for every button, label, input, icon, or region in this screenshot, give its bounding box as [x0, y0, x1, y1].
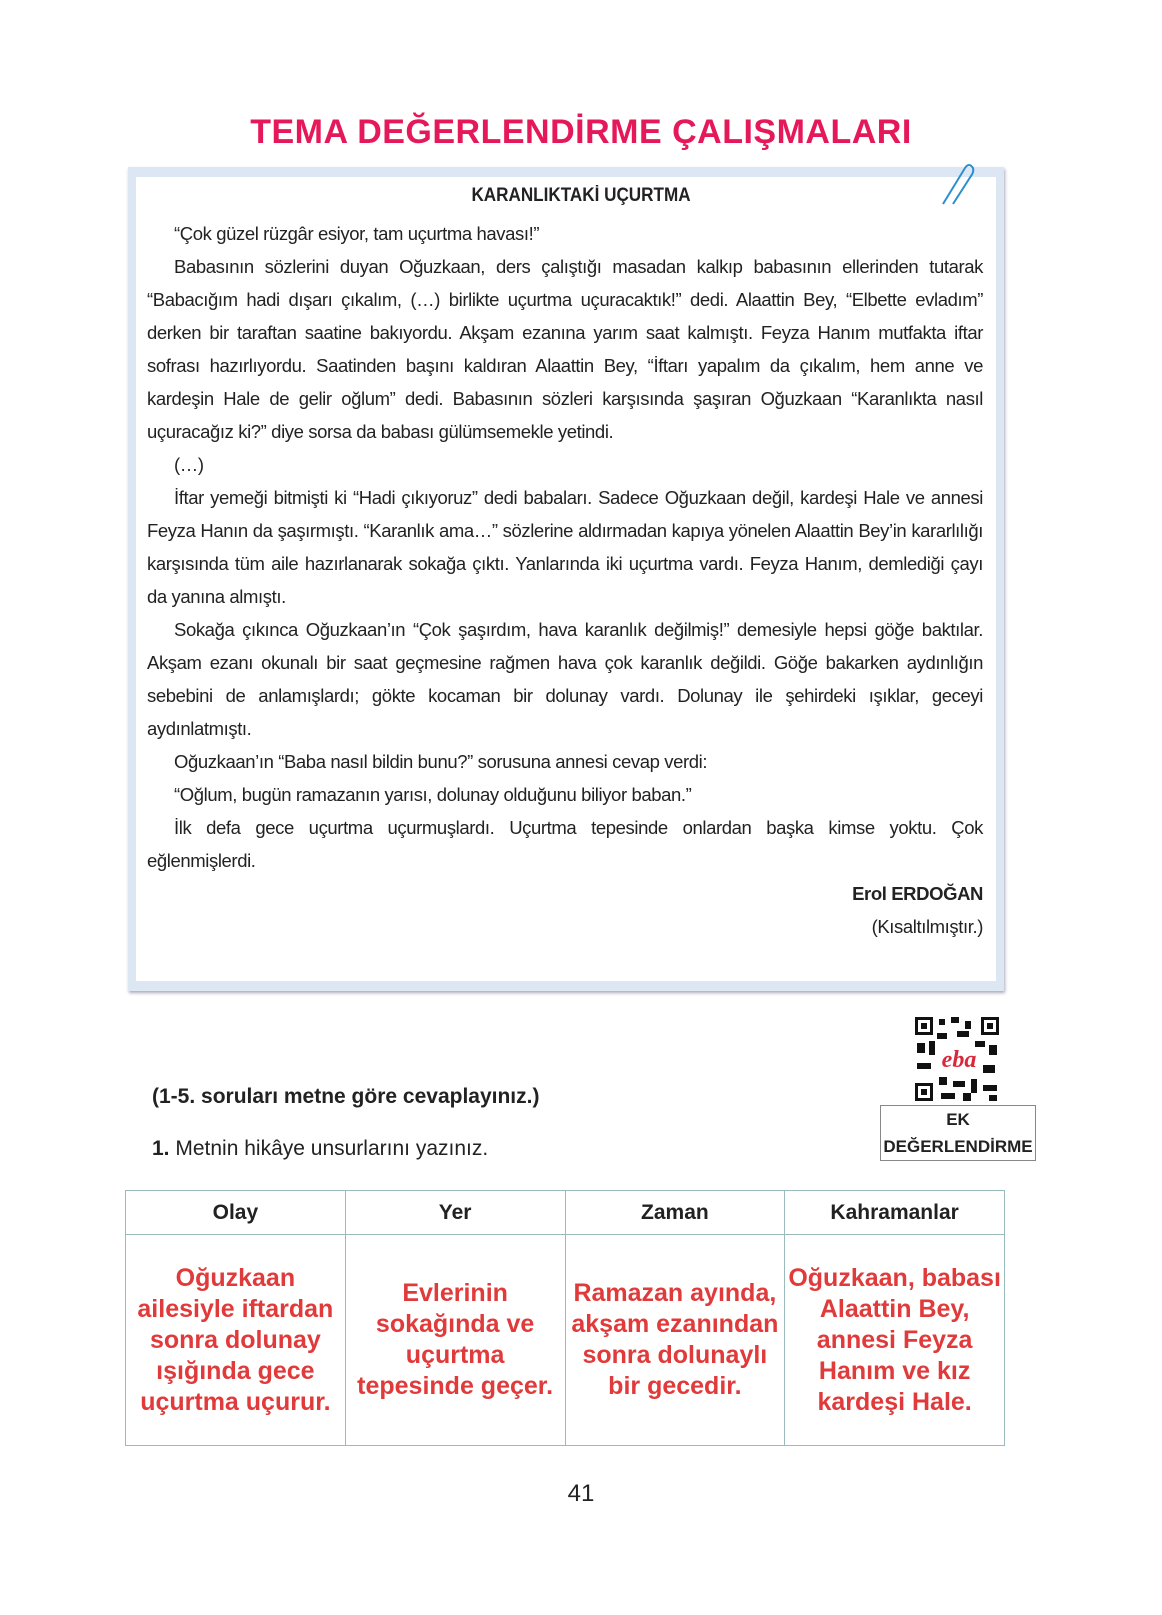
- story-elements-table: [125, 1190, 1005, 1446]
- ek-degerlendirme-label: [880, 1105, 1036, 1161]
- question-text: Metnin hikâye unsurlarını yazınız.: [175, 1137, 489, 1160]
- answer-olay[interactable]: Oğuzkaan ailesiyle iftardan sonra dolunay ışığında gece uçurtma uçurur.: [126, 1235, 346, 1446]
- page-title: TEMA DEĞERLENDİRME ÇALIŞMALARI: [250, 113, 912, 151]
- answer-yer[interactable]: Evlerinin sokağında ve uçurtma tepesinde geçer.: [345, 1235, 565, 1446]
- eba-logo: eba: [941, 1047, 977, 1073]
- paragraph: İftar yemeği bitmişti ki “Hadi çıkıyoruz” dedi babaları. Sadece Oğuzkaan değil, kardeşi Hale ve annesi Feyza Hanın da şaşırmıştı. “Karanlık ama…” sözlerine aldırmadan kapıya yönelen Alaattin Bey’in kararlılığı karşısında tüm aile hazırlanarak sokağa çıktı. Yanlarında iki uçurtma vardı. Feyza Hanım, demlediği çayı da yanına almıştı.: [147, 487, 983, 607]
- paragraph: Oğuzkaan’ın “Baba nasıl bildin bunu?” sorusuna annesi cevap verdi:: [174, 751, 708, 772]
- header-yer: Yer: [345, 1191, 565, 1235]
- instruction: (1-5. soruları metne göre cevaplayınız.): [152, 1085, 540, 1108]
- paragraph: (…): [174, 454, 204, 475]
- paragraph: “Çok güzel rüzgâr esiyor, tam uçurtma havası!”: [174, 223, 540, 244]
- qr-code-image: [913, 1015, 1001, 1103]
- abridged-note: (Kısaltılmıştır.): [871, 916, 983, 937]
- header-olay: Olay: [126, 1191, 346, 1235]
- paragraph: Sokağa çıkınca Oğuzkaan’ın “Çok şaşırdım, hava karanlık değilmiş!” demesiyle hepsi göğe baktılar. Akşam ezanı okunalı bir saat geçmesine rağmen hava çok karanlık değildi. Göğe bakarken aydınlığın sebebini de anlamışlardı; gökte kocaman bir dolunay vardı. Dolunay ile şehirdeki ışıklar, geceyi aydınlatmıştı.: [147, 619, 983, 739]
- paragraph: “Oğlum, bugün ramazanın yarısı, dolunay olduğunu biliyor baban.”: [174, 784, 692, 805]
- page-number: 41: [567, 1480, 595, 1507]
- author: Erol ERDOĞAN: [852, 883, 983, 904]
- label-line: DEĞERLENDİRME: [883, 1137, 1033, 1156]
- label-line: EK: [946, 1110, 970, 1129]
- story-title: KARANLIKTAKİ UÇURTMA: [471, 185, 691, 206]
- header-kahramanlar: Kahramanlar: [785, 1191, 1005, 1235]
- paragraph: İlk defa gece uçurtma uçurmuşlardı. Uçurtma tepesinde onlardan başka kimse yoktu. Çok eğlenmişlerdi.: [147, 817, 983, 871]
- header-zaman: Zaman: [565, 1191, 785, 1235]
- story-text: [147, 217, 983, 943]
- answer-zaman[interactable]: Ramazan ayında, akşam ezanından sonra dolunaylı bir gecedir.: [565, 1235, 785, 1446]
- paragraph: Babasının sözlerini duyan Oğuzkaan, ders çalıştığı masadan kalkıp babasının ellerinden tutarak “Babacığım hadi dışarı çıkalım, (…) birlikte uçurtma uçuracaktık!” dedi. Alaattin Bey, “Elbette evladım” derken bir taraftan saatine bakıyordu. Akşam ezanına yarım saat kalmıştı. Feyza Hanım mutfakta iftar sofrası hazırlıyordu. Saatinden başını kaldıran Alaattin Bey, “İftarı yapalım da çıkalım, hem anne ve kardeşin Hale de gelir oğlum” dedi. Babasının sözleri karşısında şaşıran Oğuzkaan “Karanlıkta nasıl uçuracağız ki?” diye sorsa da babası gülümsemekle yetindi.: [147, 256, 983, 442]
- answer-kahramanlar[interactable]: Oğuzkaan, babası Alaattin Bey, annesi Feyza Hanım ve kız kardeşi Hale.: [785, 1235, 1005, 1446]
- question-1: [152, 1137, 488, 1161]
- qr-code[interactable]: [913, 1015, 1001, 1103]
- question-number: 1.: [152, 1137, 170, 1160]
